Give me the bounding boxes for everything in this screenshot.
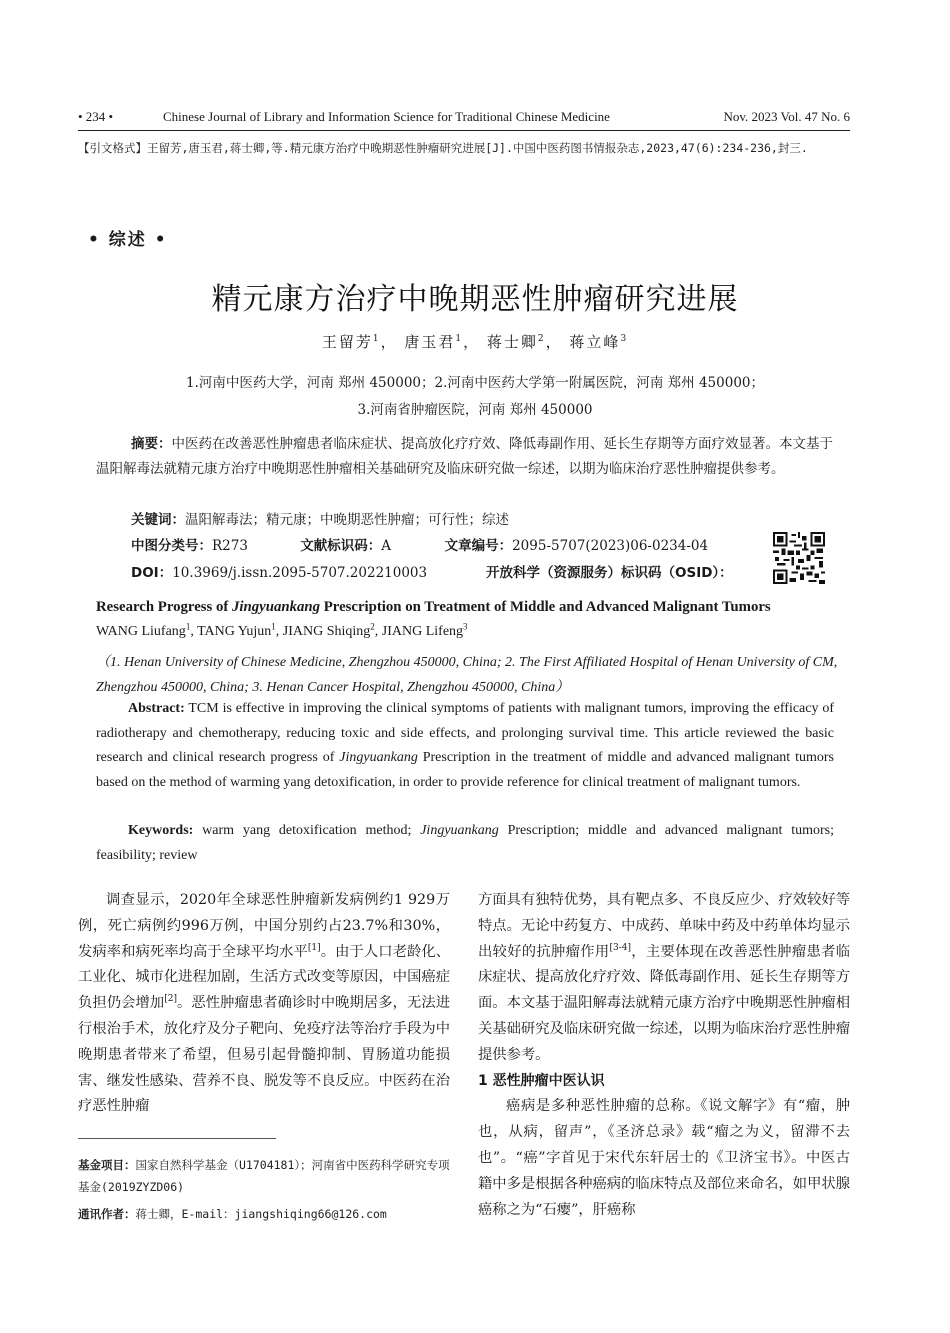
affiliations-cn-line1: 1.河南中医药大学，河南 郑州 450000；2.河南中医药大学第一附属医院，河南 郑州 450000； <box>186 375 764 391</box>
author-affil-sup: 1 <box>455 334 464 344</box>
abstract-en <box>96 697 834 795</box>
authors-en: WANG Liufang$^1$, TANG Yujun$^1$, JIANG Shiqing$^2$, JIANG Lifeng$^3$ <box>96 621 468 639</box>
author-affil-sup: 2 <box>370 621 375 632</box>
corresponding-author <box>78 1203 458 1225</box>
doi-row <box>131 561 771 586</box>
doi-value[interactable]: 10.3969/j.issn.2095-5707.202210003 <box>172 565 428 581</box>
body-text: 。恶性肿瘤患者确诊时中晚期居多，无法进行根治手术，放化疗及分子靶向、免疫疗法等治疗手段为中晚期患者带来了希望，但易引起骨髓抑制、胃肠道功能损害、继发性感染、营养不良、脱发等不良反应。中医药在治疗恶性肿瘤 <box>78 995 451 1115</box>
author-affil-sup: 3 <box>463 621 468 632</box>
keywords-cn-text: 温阳解毒法；精元康；中晚期恶性肿瘤；可行性；综述 <box>185 512 509 528</box>
abstract-cn-label: 摘要： <box>131 436 172 452</box>
author-name-en: WANG Liufang <box>96 624 186 639</box>
abstract-en-text: Prescription in the treatment of middle and advanced malignant tumors based on the method of warming yang detoxification, in order to provide reference for clinical treatment of malignant tumors. <box>96 750 834 790</box>
doi-label: DOI： <box>131 565 173 581</box>
author-affil-sup: 3 <box>620 334 629 344</box>
citation-ref[interactable]: [3-4] <box>609 942 631 953</box>
title-en-prefix: Research Progress of <box>96 599 233 615</box>
body-column-right <box>478 888 850 1223</box>
title-en-italic: Jingyuankang <box>232 599 321 615</box>
affiliations-cn-line2: 3.河南省肿瘤医院，河南 郑州 450000 <box>357 402 593 418</box>
author-name: 唐玉君 <box>404 333 456 351</box>
author-name: 王留芳 <box>321 333 373 351</box>
abstract-en-italic: Jingyuankang <box>339 750 418 765</box>
section-tag: • 综述 • <box>88 230 168 250</box>
keywords-en-text: warm yang detoxification method; <box>193 823 421 838</box>
author-name: 蒋士卿 <box>486 333 538 351</box>
abstract-en-label: Abstract: <box>128 701 185 716</box>
issue-info: Nov. 2023 Vol. 47 No. 6 <box>723 109 850 124</box>
citation-format: 【引文格式】王留芳,唐玉君,蒋士卿,等.精元康方治疗中晚期恶性肿瘤研究进展[J].中国中医药图书情报杂志,2023,47(6):234-236,封三. <box>78 141 808 155</box>
affiliations-en: （1. Henan University of Chinese Medicine, Zhengzhou 450000, China; 2. The First Affiliated Hospital of Henan University of CM, Zhengzhou 450000, China; 3. Henan Cancer Hospital, Zhengzhou 450000, China） <box>96 655 838 695</box>
author-affil-sup: 1 <box>185 621 191 632</box>
body-text: 。由于人口老龄化、工业化、城市化进程加剧，生活方式改变等原因，中国癌症负担仍会增加 <box>78 943 451 1012</box>
title-en <box>96 599 771 616</box>
author-affil-sup: 1 <box>271 621 276 632</box>
doc-code-label: 文献标识码： <box>300 538 382 554</box>
body-text: 调查显示，2020年全球恶性肿瘤新发病例约1 929万例，死亡病例约996万例，中国分别约占23.7%和30%，发病率和病死率均高于全球平均水平 <box>78 892 450 960</box>
osid-label: 开放科学（资源服务）标识码（OSID）： <box>486 565 733 581</box>
corr-text: 蒋士卿，E-mail：jiangshiqing66@126.com <box>135 1207 387 1221</box>
clc-label: 中图分类号： <box>131 538 212 554</box>
author-affil-sup: 2 <box>537 334 546 344</box>
paragraph: 癌病是多种恶性肿瘤的总称。《说文解字》有“瘤，肿也，从病，留声”，《圣济总录》载“瘤之为义，留滞不去也”。“癌”字首见于宋代东轩居士的《卫济宝书》。中医古籍中多是根据各种癌病的临床特点及部位来命名，如甲状腺癌称之为“石瘿”，肝癌称 <box>478 1098 850 1218</box>
title-en-suffix: Prescription on Treatment of Middle and Advanced Malignant Tumors <box>320 599 771 615</box>
author-name-en: JIANG Lifeng <box>381 624 464 639</box>
body-text: 方面具有独特优势，具有靶点多、不良反应少、疗效较好等特点。无论中药复方、中成药、单味中药及中药单体均显示出较好的抗肿瘤作用 <box>478 892 850 960</box>
author-name-en: TANG Yujun <box>197 624 272 639</box>
clc-value: R273 <box>212 538 248 554</box>
keywords-cn <box>131 508 509 533</box>
abstract-en-text: TCM is effective in improving the clinical symptoms of patients with malignant tumors, improving the efficacy of radiotherapy and chemotherapy, reducing toxic and side effects, and prolonging survival time. This article reviewed the basic research and clinical research progress of <box>96 701 834 765</box>
qr-code-icon[interactable] <box>773 532 825 584</box>
author-name: 蒋立峰 <box>569 333 621 351</box>
body-column-left <box>78 888 450 1120</box>
classification-row <box>131 534 771 559</box>
doc-code-value: A <box>381 538 392 554</box>
citation-ref[interactable]: [1] <box>307 942 321 953</box>
article-no-label: 文章编号： <box>444 538 513 554</box>
abstract-cn <box>96 432 836 482</box>
author-name-en: JIANG Shiqing <box>282 624 371 639</box>
keywords-en <box>96 819 834 868</box>
abstract-cn-text: 中医药在改善恶性肿瘤患者临床症状、提高放化疗疗效、降低毒副作用、延长生存期等方面疗效显著。本文基于温阳解毒法就精元康方治疗中晚期恶性肿瘤相关基础研究及临床研究做一综述，以期为临床治疗恶性肿瘤提供参考。 <box>96 436 833 477</box>
section-heading: 1 恶性肿瘤中医认识 <box>478 1072 605 1089</box>
journal-name: Chinese Journal of Library and Information Science for Traditional Chinese Medicine <box>163 109 610 124</box>
citation-ref[interactable]: [2] <box>164 994 177 1005</box>
paragraph <box>478 888 850 1069</box>
keywords-en-label: Keywords: <box>128 823 194 838</box>
header-rule <box>78 130 850 131</box>
page-number: • 234 • <box>78 109 114 124</box>
page-title: 精元康方治疗中晚期恶性肿瘤研究进展 <box>211 282 739 317</box>
funding-note <box>78 1154 458 1198</box>
authors-cn: 王留芳$^1$， 唐玉君$^1$， 蒋士卿$^2$， 蒋立峰$^3$ <box>321 333 629 351</box>
author-affil-sup: 1 <box>372 334 381 344</box>
keywords-en-italic: Jingyuankang <box>420 823 499 838</box>
funding-text: 国家自然科学基金（U1704181）；河南省中医药科学研究专项基金(2019ZYZD06) <box>78 1158 450 1194</box>
keywords-cn-label: 关键词： <box>131 512 185 528</box>
article-no-value: 2095-5707(2023)06-0234-04 <box>512 538 709 554</box>
funding-label: 基金项目： <box>78 1158 136 1172</box>
corr-label: 通讯作者： <box>78 1207 136 1221</box>
keywords-en-text: Prescription; middle and advanced malignant tumors; feasibility; review <box>96 823 834 863</box>
body-text: ，主要体现在改善恶性肿瘤患者临床症状、提高放化疗疗效、降低毒副作用、延长生存期等方面。本文基于温阳解毒法就精元康方治疗中晚期恶性肿瘤相关基础研究及临床研究做一综述，以期为临床治疗恶性肿瘤提供参考。 <box>478 943 851 1063</box>
footnote-rule <box>78 1138 276 1139</box>
